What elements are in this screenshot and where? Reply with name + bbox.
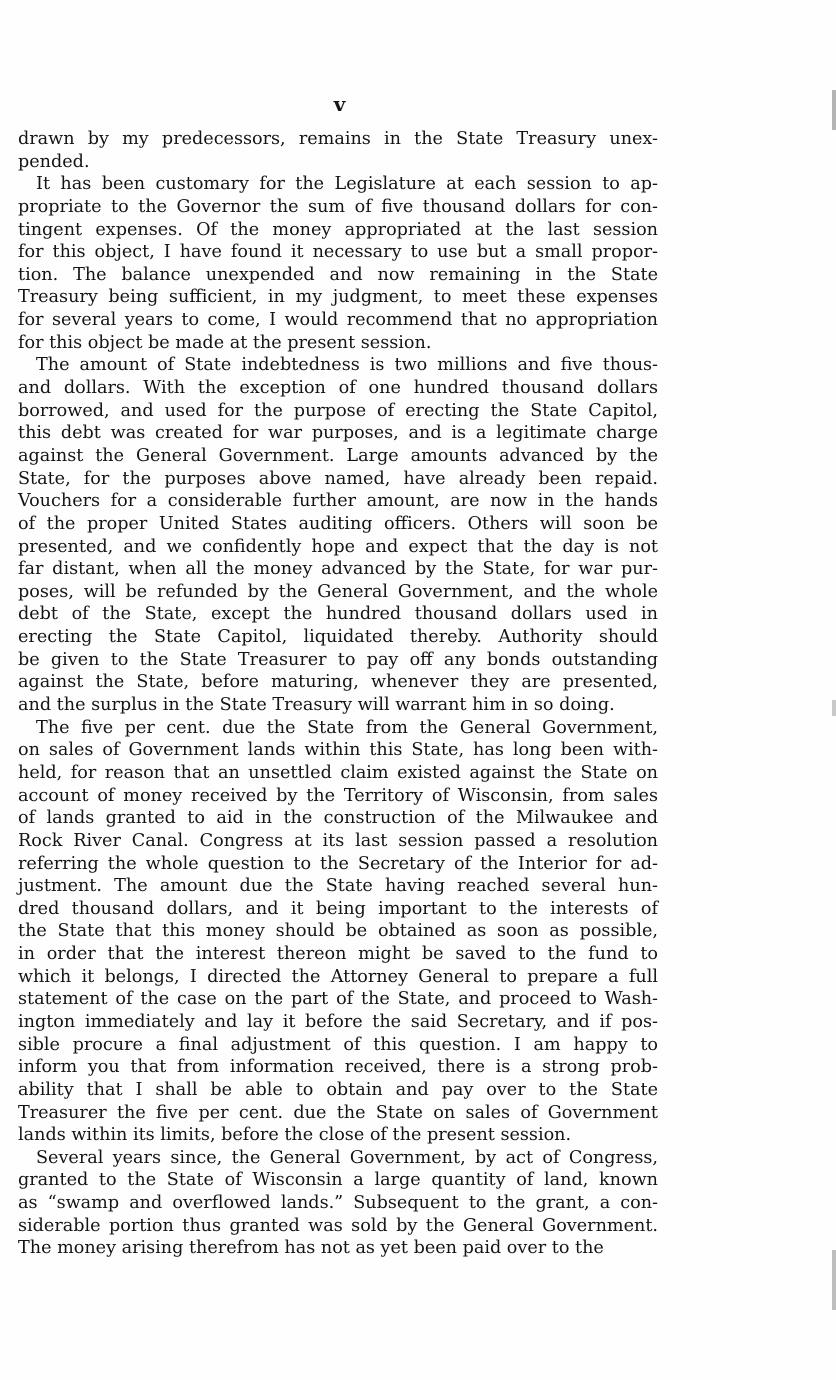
text-line: The amount of State indebtedness is two millions and five thous- <box>36 355 658 376</box>
text-line: this debt was created for war purposes, and is a legitimate charge <box>18 423 658 444</box>
text-line: and dollars. With the exception of one hundred thousand dollars <box>18 378 658 399</box>
text-line: held, for reason that an unsettled claim existed against the State on <box>18 762 658 783</box>
text-line: of lands granted to aid in the construction of the Milwaukee and <box>18 808 658 829</box>
text-line: granted to the State of Wisconsin a large quantity of land, known <box>18 1170 658 1191</box>
text-line: for several years to come, I would recommend that no appropriation <box>18 310 658 331</box>
text-line: against the General Government. Large amounts advanced by the <box>18 445 658 466</box>
text-line: as “swamp and overflowed lands.” Subsequent to the grant, a con- <box>18 1193 658 1214</box>
text-line: erecting the State Capitol, liquidated thereby. Authority should <box>18 627 658 648</box>
text-line: Treasurer the five per cent. due the State on sales of Government <box>18 1102 658 1123</box>
text-line: presented, and we confidently hope and expect that the day is not <box>18 536 658 557</box>
text-line: Rock River Canal. Congress at its last session passed a resolution <box>18 830 658 851</box>
text-line: The money arising therefrom has not as yet been paid over to the <box>18 1238 604 1259</box>
text-line: lands within its limits, before the close of the present session. <box>18 1125 572 1146</box>
text-line: Treasury being sufficient, in my judgment, to meet these expenses <box>18 287 658 308</box>
paragraph <box>18 173 658 354</box>
text-line: debt of the State, except the hundred thousand dollars used in <box>18 604 658 625</box>
text-line: which it belongs, I directed the Attorney General to prepare a full <box>18 966 658 987</box>
text-line: pended. <box>18 151 90 172</box>
text-line: Several years since, the General Government, by act of Congress, <box>36 1147 658 1168</box>
text-line: be given to the State Treasurer to pay off any bonds outstanding <box>18 649 658 670</box>
scan-edge-mark <box>832 90 836 130</box>
text-line: against the State, before maturing, whenever they are presented, <box>18 672 658 693</box>
text-line: drawn by my predecessors, remains in the State Treasury unex- <box>18 129 658 149</box>
page-number: v <box>333 92 347 116</box>
text-line: borrowed, and used for the purpose of erecting the State Capitol, <box>18 400 658 421</box>
text-line: justment. The amount due the State having reached several hun- <box>18 876 658 897</box>
text-line: inform you that from information received, there is a strong prob- <box>18 1057 658 1078</box>
text-line: of the proper United States auditing officers. Others will soon be <box>18 513 658 534</box>
scan-edge-mark <box>832 700 836 716</box>
text-line: in order that the interest thereon might be saved to the fund to <box>18 944 658 965</box>
text-line: The five per cent. due the State from the General Government, <box>36 717 658 738</box>
text-line: the State that this money should be obtained as soon as possible, <box>18 921 658 942</box>
paragraph <box>18 354 658 716</box>
text-line: siderable portion thus granted was sold by the General Government. <box>18 1215 658 1236</box>
text-line: far distant, when all the money advanced by the State, for war pur- <box>18 559 658 580</box>
text-line: referring the whole question to the Secretary of the Interior for ad- <box>18 853 658 874</box>
text-line: dred thousand dollars, and it being important to the interests of <box>18 898 658 919</box>
text-line: poses, will be refunded by the General Government, and the whole <box>18 581 658 602</box>
text-line: tingent expenses. Of the money appropriated at the last session <box>18 219 658 240</box>
text-line: on sales of Government lands within this State, has long been with- <box>18 740 658 761</box>
text-line: propriate to the Governor the sum of five thousand dollars for con- <box>18 196 658 217</box>
text-line: State, for the purposes above named, have already been repaid. <box>18 468 658 489</box>
paragraph <box>18 1147 658 1260</box>
text-line: and the surplus in the State Treasury will warrant him in so doing. <box>18 695 615 716</box>
text-line: account of money received by the Territory of Wisconsin, from sales <box>18 785 658 806</box>
scan-edge-mark <box>832 1250 836 1310</box>
text-line: tion. The balance unexpended and now remaining in the State <box>18 264 658 285</box>
text-line: ability that I shall be able to obtain and pay over to the State <box>18 1079 658 1100</box>
text-line: statement of the case on the part of the State, and proceed to Wash- <box>18 989 658 1010</box>
text-line: for this object be made at the present session. <box>18 332 432 353</box>
text-line: for this object, I have found it necessary to use but a small propor- <box>18 242 658 263</box>
paragraph <box>18 128 658 173</box>
text-line: ington immediately and lay it before the said Secretary, and if pos- <box>18 1011 658 1032</box>
text-line: sible procure a final adjustment of this question. I am happy to <box>18 1034 658 1055</box>
body-text <box>18 128 658 1260</box>
text-line: It has been customary for the Legislature at each session to ap- <box>36 174 658 195</box>
text-line: Vouchers for a considerable further amount, are now in the hands <box>18 491 658 512</box>
paragraph <box>18 717 658 1147</box>
